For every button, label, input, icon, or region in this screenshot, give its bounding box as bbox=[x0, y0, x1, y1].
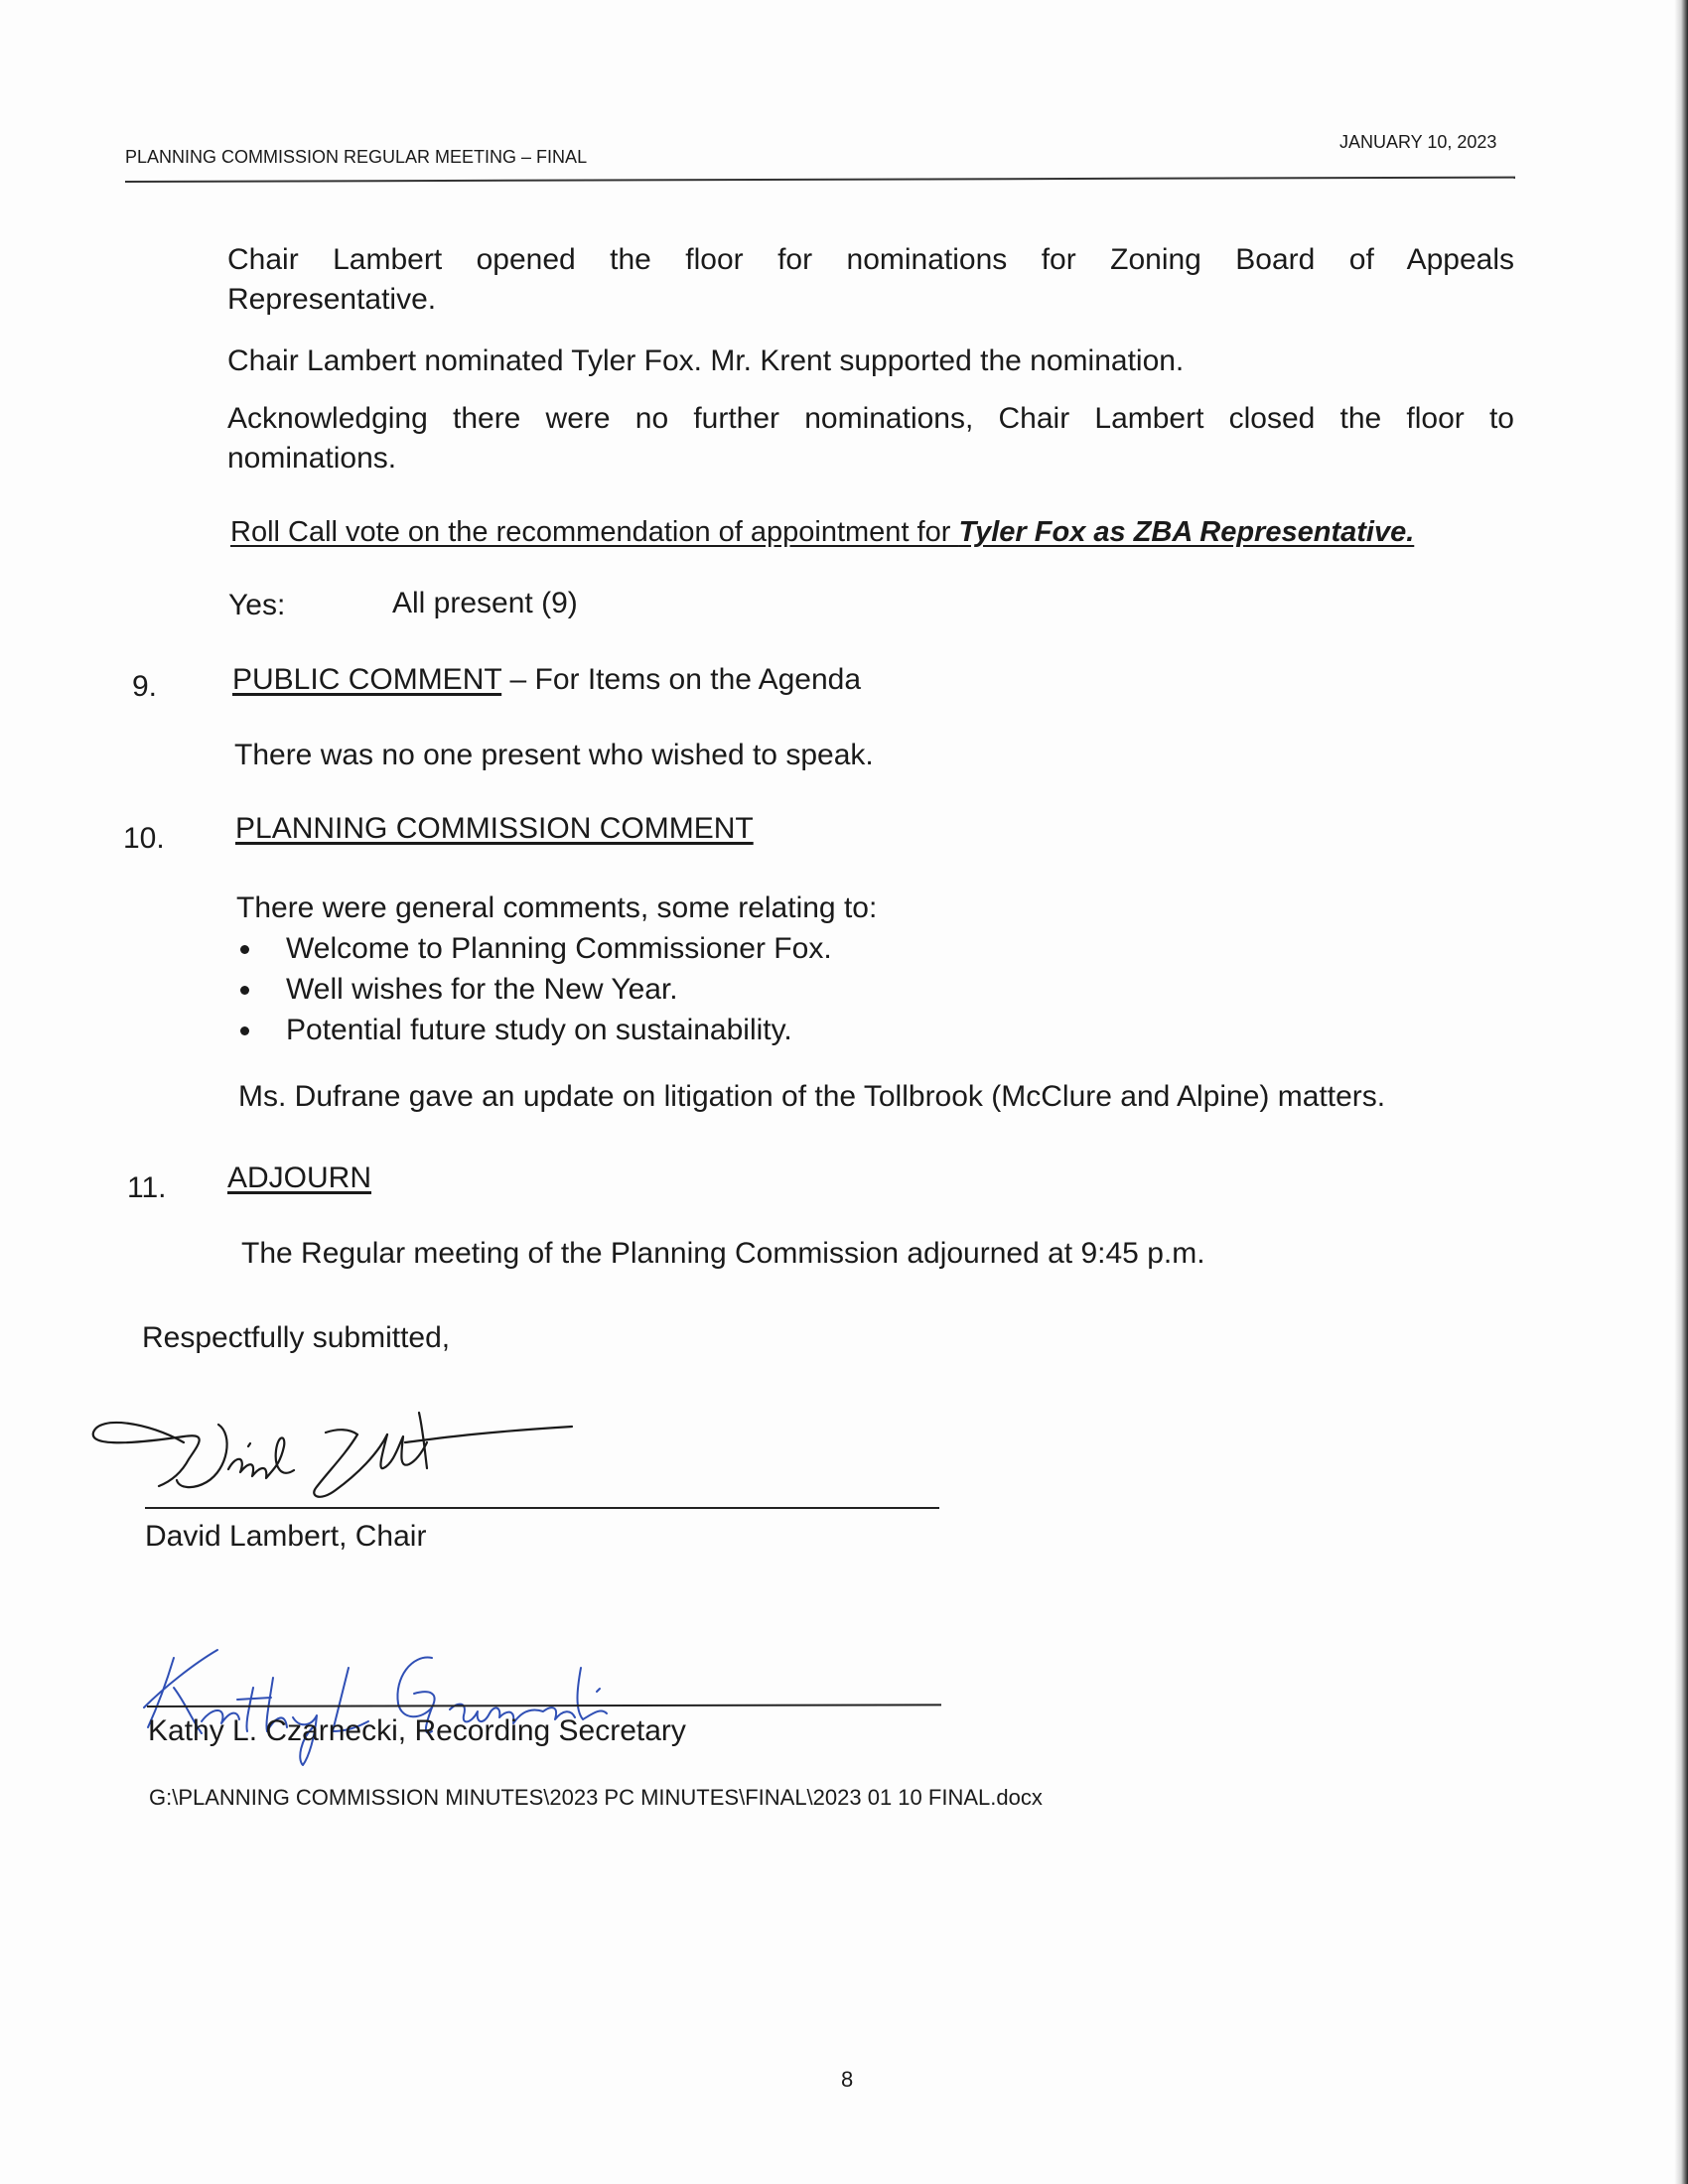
zba-paragraph-3 bbox=[227, 399, 1514, 478]
zba-paragraph-3-line-1: Acknowledging there were no further nominations, Chair Lambert closed the floor to bbox=[227, 402, 1514, 435]
bullet-item-1: Welcome to Planning Commissioner Fox. bbox=[236, 928, 832, 969]
signatory-name-chair: David Lambert, Chair bbox=[145, 1520, 427, 1553]
zba-paragraph-2: Chair Lambert nominated Tyler Fox. Mr. Krent supported the nomination. bbox=[227, 344, 1185, 377]
section-11-number: 11. bbox=[127, 1171, 167, 1204]
vote-yes-value: All present (9) bbox=[392, 587, 578, 619]
section-11-text: The Regular meeting of the Planning Commission adjourned at 9:45 p.m. bbox=[241, 1237, 1205, 1270]
closing-text: Respectfully submitted, bbox=[142, 1321, 451, 1354]
roll-call-emphasis: Tyler Fox as ZBA Representative. bbox=[958, 516, 1415, 548]
section-9-heading-line bbox=[232, 660, 861, 700]
bullet-dot bbox=[240, 986, 249, 995]
section-9-text: There was no one present who wished to speak. bbox=[234, 739, 874, 771]
roll-call-line bbox=[230, 512, 1414, 552]
header-rule bbox=[125, 177, 1515, 183]
section-10-heading: PLANNING COMMISSION COMMENT bbox=[235, 812, 754, 845]
header-title: PLANNING COMMISSION REGULAR MEETING – FINAL bbox=[125, 147, 588, 167]
section-9-heading: PUBLIC COMMENT bbox=[232, 663, 502, 696]
bullet-item-3: Potential future study on sustainability. bbox=[236, 1010, 832, 1050]
section-9-heading-suffix: – For Items on the Agenda bbox=[501, 663, 862, 696]
roll-call-prefix: Roll Call vote on the recommendation of appointment for bbox=[230, 516, 959, 548]
page-number: 8 bbox=[841, 2067, 854, 2092]
zba-paragraph-1-line-1: Chair Lambert opened the floor for nominations for Zoning Board of Appeals bbox=[227, 243, 1514, 276]
signature-david-lambert bbox=[89, 1385, 586, 1524]
bullet-dot bbox=[240, 945, 249, 954]
signatory-name-secretary: Kathy L. Czarnecki, Recording Secretary bbox=[148, 1714, 686, 1747]
zba-paragraph-1 bbox=[227, 240, 1514, 320]
section-10-intro: There were general comments, some relating to: bbox=[236, 891, 878, 924]
vote-yes-label: Yes: bbox=[228, 589, 286, 621]
bullet-dot bbox=[240, 1026, 249, 1035]
bullet-item-2: Well wishes for the New Year. bbox=[236, 969, 832, 1010]
signature-line-chair bbox=[145, 1507, 939, 1509]
header-date: JANUARY 10, 2023 bbox=[1339, 132, 1497, 152]
zba-paragraph-3-line-2: nominations. bbox=[227, 442, 397, 475]
section-10-text: Ms. Dufrane gave an update on litigation of the Tollbrook (McClure and Alpine) matters. bbox=[238, 1080, 1386, 1113]
zba-paragraph-1-line-2: Representative. bbox=[227, 283, 437, 316]
section-9-number: 9. bbox=[132, 670, 158, 703]
scan-edge-shadow bbox=[1674, 0, 1688, 2184]
section-11-heading: ADJOURN bbox=[227, 1161, 372, 1194]
section-10-bullet-list bbox=[236, 928, 832, 1050]
section-10-number: 10. bbox=[123, 822, 165, 855]
file-path: G:\PLANNING COMMISSION MINUTES\2023 PC MINUTES\FINAL\2023 01 10 FINAL.docx bbox=[149, 1785, 1043, 1810]
